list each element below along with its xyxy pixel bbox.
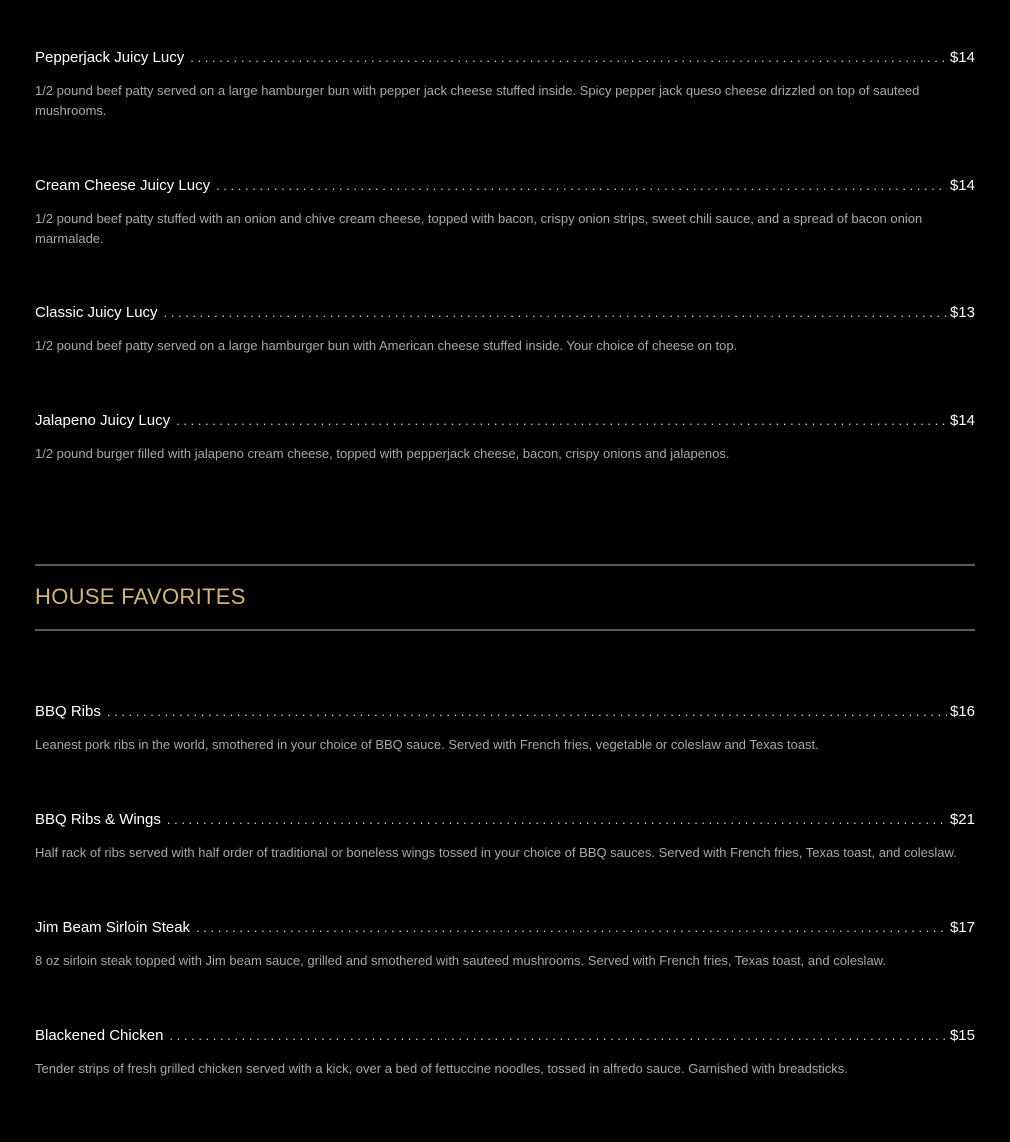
menu-item-blackened-chicken <box>35 1026 975 1079</box>
menu-item-header <box>35 810 975 830</box>
menu-item-price: $15 <box>949 1027 975 1044</box>
menu-item-jalapeno-juicy-lucy <box>35 411 975 464</box>
menu-item-name: Jalapeno Juicy Lucy <box>35 412 171 429</box>
menu-item-name: Blackened Chicken <box>35 1027 164 1044</box>
menu-item-price: $16 <box>949 703 975 720</box>
menu-item-price: $14 <box>949 49 975 66</box>
menu-item-price: $14 <box>949 177 975 194</box>
dot-leader <box>190 48 947 68</box>
section-divider-bottom <box>35 629 975 631</box>
dot-leader <box>107 702 947 722</box>
menu-item-bbq-ribs <box>35 702 975 755</box>
menu-item-description: Tender strips of fresh grilled chicken served with a kick, over a bed of fettuccine noodles, tossed in alfredo sauce. Garnished with breadsticks. <box>35 1061 848 1076</box>
section-divider-top <box>35 564 975 566</box>
menu-item-header <box>35 702 975 722</box>
menu-item-name: BBQ Ribs <box>35 703 101 720</box>
menu-item-description: Leanest pork ribs in the world, smothered in your choice of BBQ sauce. Served with French fries, vegetable or coleslaw and Texas toast. <box>35 737 819 752</box>
menu-item-header <box>35 1026 975 1046</box>
menu-item-description: Half rack of ribs served with half order of traditional or boneless wings tossed in your choice of BBQ sauces. Served with French fries, Texas toast, and coleslaw. <box>35 845 957 860</box>
menu-item-header <box>35 48 975 68</box>
menu-item-header <box>35 918 975 938</box>
menu-item-description: 1/2 pound burger filled with jalapeno cream cheese, topped with pepperjack cheese, bacon, crispy onions and jalapenos. <box>35 446 730 461</box>
menu-item-pepperjack-juicy-lucy <box>35 48 975 120</box>
menu-item-header <box>35 411 975 431</box>
menu-item-price: $14 <box>949 412 975 429</box>
dot-leader <box>167 810 947 830</box>
dot-leader <box>169 1026 947 1046</box>
menu-item-name: Pepperjack Juicy Lucy <box>35 49 185 66</box>
menu-item-description: 1/2 pound beef patty served on a large hamburger bun with pepper jack cheese stuffed inside. Spicy pepper jack queso cheese drizzled on top of sauteed mushrooms. <box>35 83 920 118</box>
menu-item-bbq-ribs-wings <box>35 810 975 863</box>
menu-item-description: 1/2 pound beef patty served on a large hamburger bun with American cheese stuffed inside. Your choice of cheese on top. <box>35 338 738 353</box>
menu-item-price: $13 <box>949 304 975 321</box>
dot-leader <box>196 918 947 938</box>
menu-item-price: $17 <box>949 919 975 936</box>
section-title: HOUSE FAVORITES <box>35 584 246 609</box>
menu-item-description: 8 oz sirloin steak topped with Jim beam sauce, grilled and smothered with sauteed mushrooms. Served with French fries, Texas toast, and coleslaw. <box>35 953 886 968</box>
menu-item-header <box>35 303 975 323</box>
menu-item-name: Jim Beam Sirloin Steak <box>35 919 191 936</box>
dot-leader <box>216 176 947 196</box>
dot-leader <box>176 411 947 431</box>
menu-item-description: 1/2 pound beef patty stuffed with an onion and chive cream cheese, topped with bacon, crispy onion strips, sweet chili sauce, and a spread of bacon onion marmalade. <box>35 211 923 246</box>
menu-item-name: Cream Cheese Juicy Lucy <box>35 177 211 194</box>
menu-item-price: $21 <box>949 811 975 828</box>
menu-item-header <box>35 176 975 196</box>
menu-item-jim-beam-sirloin-steak <box>35 918 975 971</box>
menu-item-name: Classic Juicy Lucy <box>35 304 158 321</box>
dot-leader <box>164 303 947 323</box>
menu-item-classic-juicy-lucy <box>35 303 975 356</box>
menu-item-name: BBQ Ribs & Wings <box>35 811 161 828</box>
menu-item-cream-cheese-juicy-lucy <box>35 176 975 248</box>
